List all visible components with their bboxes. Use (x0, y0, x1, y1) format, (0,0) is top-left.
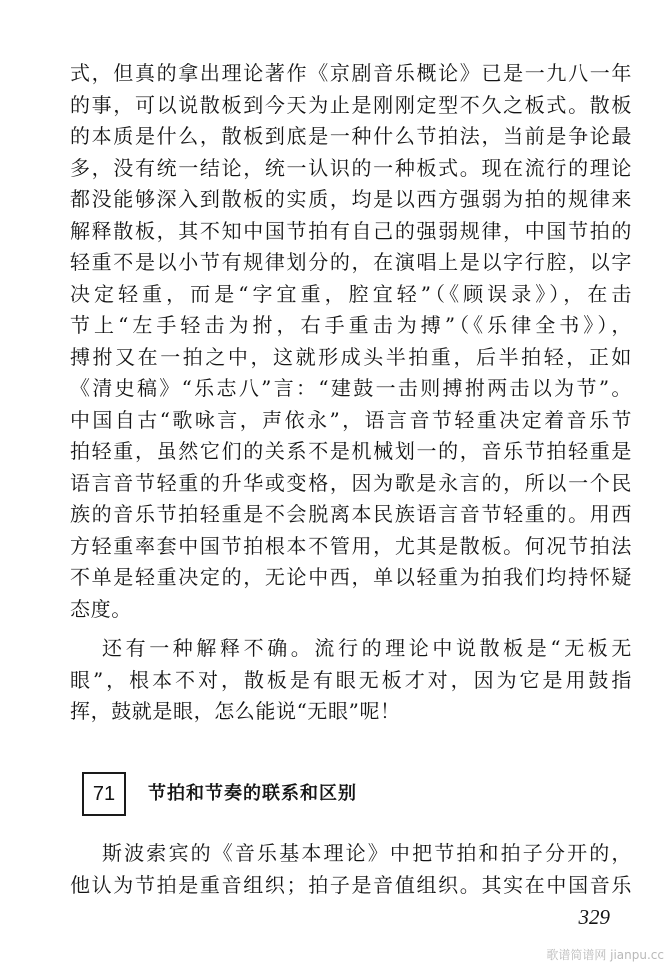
text-line: 态度。 (70, 596, 132, 621)
text-line: 节上“左手轻击为拊，右手重击为搏”（《乐律全书》）， (70, 313, 632, 337)
text-line: 多，没有统一结论，统一认识的一种板式。现在流行的理论 (70, 155, 632, 180)
text-line: 挥，鼓就是眼，怎么能说“无眼”呢！ (70, 699, 401, 723)
text-line: 方轻重率套中国节拍根本不管用，尤其是散板。何况节拍法 (70, 533, 632, 558)
text-line: 眼”，根本不对，散板是有眼无板才对，因为它是用鼓指 (70, 667, 632, 692)
section-heading (82, 772, 622, 820)
text-line: 《清史稿》“乐志八”言：“建鼓一击则搏拊两击以为节”。 (70, 376, 632, 400)
page-number: 329 (578, 905, 610, 929)
text-line: 轻重不是以小节有规律划分的，在演唱上是以字行腔，以字 (70, 250, 632, 274)
text-line: 拍轻重，虽然它们的关系不是机械划一的，音乐节拍轻重是 (70, 439, 632, 463)
text-line: 都没能够深入到散板的实质，均是以西方强弱为拍的规律来 (70, 187, 632, 211)
text-line: 解释散板，其不知中国节拍有自己的强弱规律，中国节拍的 (70, 218, 632, 243)
section-paragraph (70, 838, 632, 901)
text-line: 决定轻重，而是“字宜重，腔宜轻”（《顾误录》），在击 (70, 281, 632, 306)
text-line: 式，但真的拿出理论著作《京剧音乐概论》已是一九八一年 (70, 61, 632, 85)
section-number-box: 71 (82, 772, 126, 816)
text-line: 他认为节拍是重音组织；拍子是音值组织。其实在中国音乐 (70, 872, 632, 897)
section-title: 节拍和节奏的联系和区别 (148, 783, 357, 804)
text-line: 不单是轻重决定的，无论中西，单以轻重为拍我们均持怀疑 (70, 565, 632, 589)
watermark: 歌谱简谱网 jianpu.cc (546, 948, 664, 962)
main-paragraph (70, 58, 632, 728)
text-line: 的本质是什么，散板到底是一种什么节拍法，当前是争论最 (70, 124, 632, 148)
text-line: 族的音乐节拍轻重是不会脱离本民族语言音节轻重的。用西 (70, 502, 632, 526)
text-line: 搏拊又在一拍之中，这就形成头半拍重，后半拍轻，正如 (70, 344, 632, 369)
text-line: 语言音节轻重的升华或变格，因为歌是永言的，所以一个民 (70, 470, 632, 495)
text-line: 的事，可以说散板到今天为止是刚刚定型不久之板式。散板 (70, 92, 632, 117)
text-line: 还有一种解释不确。流行的理论中说散板是“无板无 (102, 636, 632, 660)
text-line: 斯波索宾的《音乐基本理论》中把节拍和拍子分开的， (102, 841, 632, 865)
text-line: 中国自古“歌咏言，声依永”，语言音节轻重决定着音乐节 (70, 407, 632, 432)
